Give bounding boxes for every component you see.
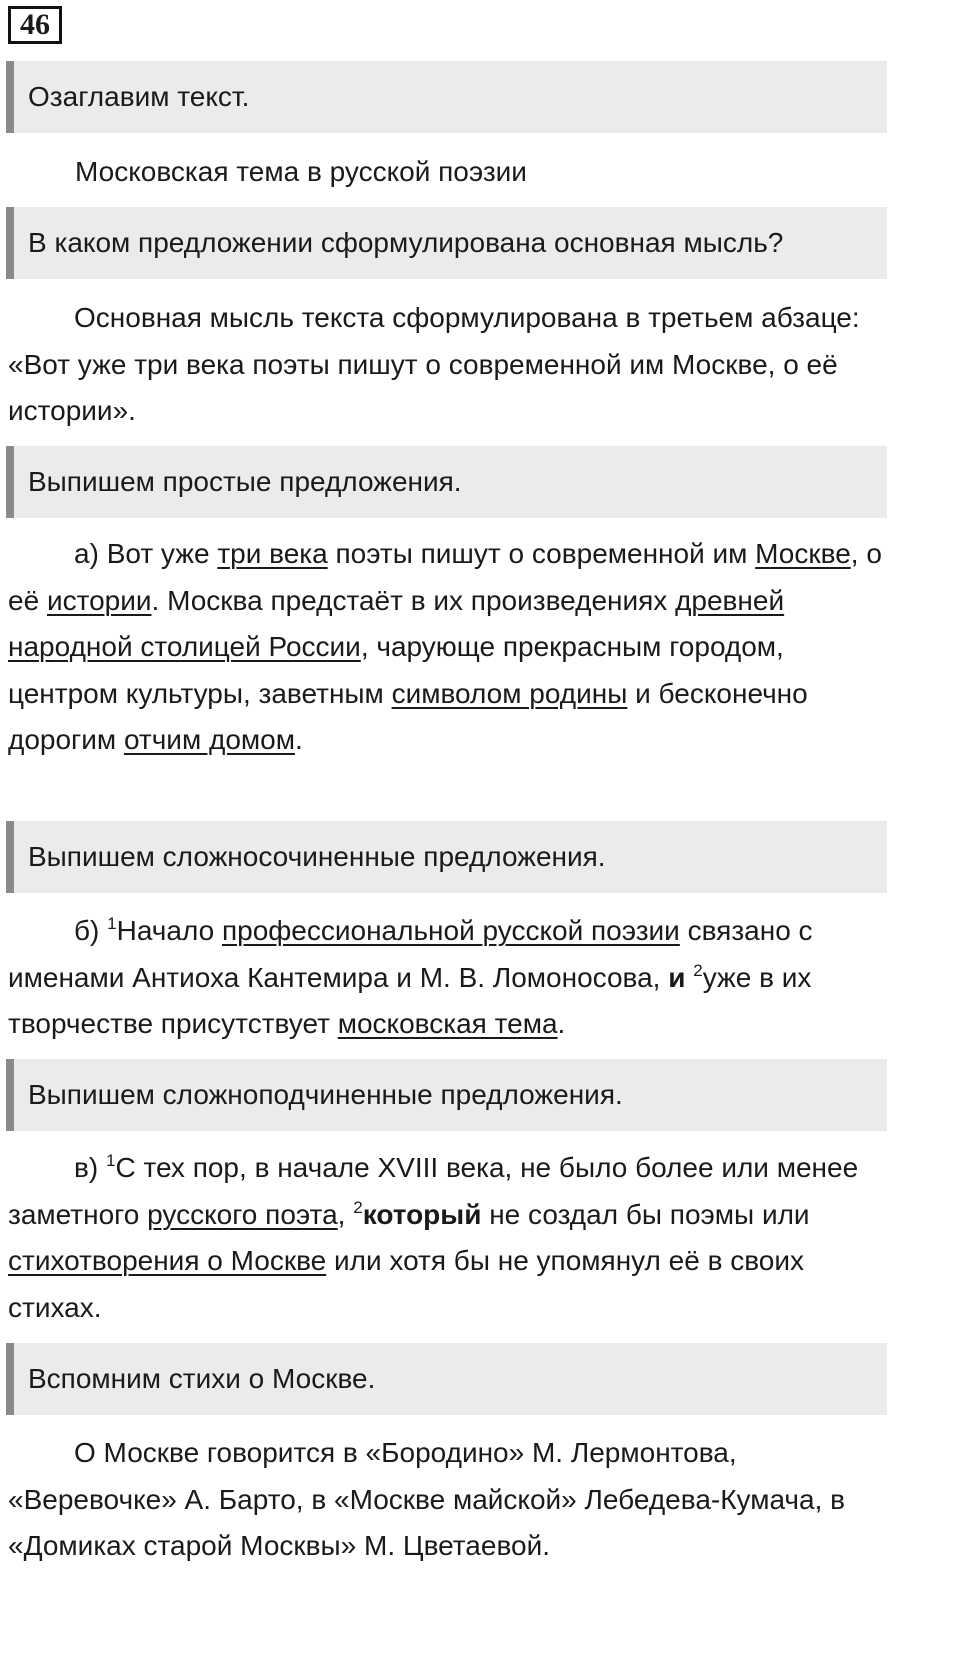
answer-title: Московская тема в русской поэзии (75, 156, 527, 187)
answer-poems: О Москве говорится в «Бородино» М. Лермонтова, «Веревочке» А. Барто, в «Москве майской» Лебедева-Кумача, в «Домиках старой Москвы» М. Цветаевой. (8, 1437, 846, 1561)
underlined-phrase: три века (217, 538, 328, 569)
question-complex-sentences: Выпишем сложноподчиненные предложения. (6, 1059, 887, 1131)
question-main-idea: В каком предложении сформулирована основная мысль? (6, 207, 887, 279)
clause-index: 1 (107, 914, 117, 933)
underlined-phrase: Москве (755, 538, 851, 569)
underlined-phrase: древней народной столицей России (8, 584, 785, 662)
conjunction: и (668, 961, 686, 993)
question-poems: Вспомним стихи о Москве. (6, 1343, 887, 1415)
clause-index: 2 (693, 960, 703, 980)
item-marker: а) (74, 538, 107, 569)
underlined-phrase: истории (46, 584, 152, 616)
conjunction: который (362, 1198, 482, 1230)
answer-main-idea: Основная мысль текста сформулирована в третьем абзаце: «Вот уже три века поэты пишут о современной им Москве, о её истории». (8, 302, 860, 426)
underlined-phrase: символом родины (391, 677, 628, 709)
underlined-phrase: отчим домом (123, 724, 295, 755)
question-simple-sentences: Выпишем простые предложения. (6, 446, 887, 518)
clause-index: 2 (353, 1197, 363, 1217)
answer-simple-sentences: а) Вот уже три века поэты пишут о современной им Москве, о её истории. Москва предстаёт в их произведениях древней народной столицей России, чарующе прекрасным городом, центром культуры, заветным символом родины и бесконечно дорогим отчим домом. (8, 538, 882, 755)
underlined-phrase: стихотворения о Москве (8, 1245, 327, 1276)
item-marker: б) (74, 915, 108, 946)
item-marker: в) (74, 1152, 106, 1183)
clause-index: 1 (105, 1151, 116, 1170)
underlined-phrase: московская тема (337, 1008, 558, 1039)
underlined-phrase: русского поэта (147, 1198, 338, 1230)
exercise-number: 46 (8, 6, 62, 44)
answer-compound-sentences: б) $^1$Начало профессиональной русской поэзии связано с именами Антиоха Кантемира и М. В. Ломоносова, и $^2$уже в их творчестве присутствует московская тема. (8, 914, 813, 1039)
question-compound-sentences: Выпишем сложносочиненные предложения. (6, 821, 887, 893)
question-title: Озаглавим текст. (6, 61, 887, 133)
answer-complex-sentences: в) $^1$С тех пор, в начале XVIII века, не было более или менее заметного русского поэта, $^2$который не создал бы поэмы или стихотворения о Москве или хотя бы не упомянул её в своих стихах. (8, 1151, 859, 1323)
underlined-phrase: профессиональной русской поэзии (221, 915, 680, 946)
